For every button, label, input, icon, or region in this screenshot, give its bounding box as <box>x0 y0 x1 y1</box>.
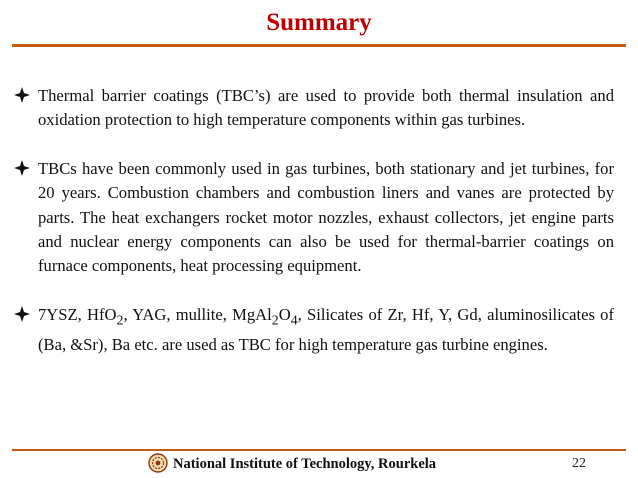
subscript: 4 <box>290 312 298 328</box>
title-underline <box>12 44 626 47</box>
text-segment: 7YSZ, HfO <box>38 304 117 324</box>
slide-title: Summary <box>266 9 372 36</box>
bullet-text <box>38 305 614 354</box>
diamond-bullet-icon <box>14 157 32 181</box>
bullet-item <box>14 157 614 279</box>
bullet-text: TBCs have been commonly used in gas turbines, both stationary and jet turbines, for 20 years. Combustion chambers and combustion liners and vanes are protected by parts. The heat exchangers rocket motor nozzles, exhaust collectors, jet engine parts and nuclear energy components can also be used for thermal-barrier coatings on furnace components, heat processing equipment. <box>38 158 614 276</box>
diamond-bullet-icon <box>14 84 32 108</box>
subscript: 2 <box>116 312 124 328</box>
bullet-list <box>14 84 614 381</box>
page-number: 22 <box>572 456 586 471</box>
bullet-text: Thermal barrier coatings (TBC’s) are used to provide both thermal insulation and oxidation protection to high temperature components within gas turbines. <box>38 86 614 130</box>
bullet-item <box>14 84 614 133</box>
diamond-bullet-icon <box>14 303 32 327</box>
nit-rourkela-logo-icon <box>148 453 168 473</box>
text-segment: O <box>278 304 291 324</box>
text-segment: , YAG, mullite, MgAl <box>123 304 272 324</box>
institute-name: National Institute of Technology, Rourkela <box>173 456 437 472</box>
slide-footer <box>0 455 638 475</box>
bullet-item <box>14 303 614 357</box>
footer-rule <box>12 449 626 451</box>
text-segment: , Silicates of Zr, Hf, Y, Gd, aluminosilicates of (Ba, &Sr), Ba etc. are used as TBC for high temperature gas turbine engines. <box>38 304 614 354</box>
subscript: 2 <box>271 312 279 328</box>
